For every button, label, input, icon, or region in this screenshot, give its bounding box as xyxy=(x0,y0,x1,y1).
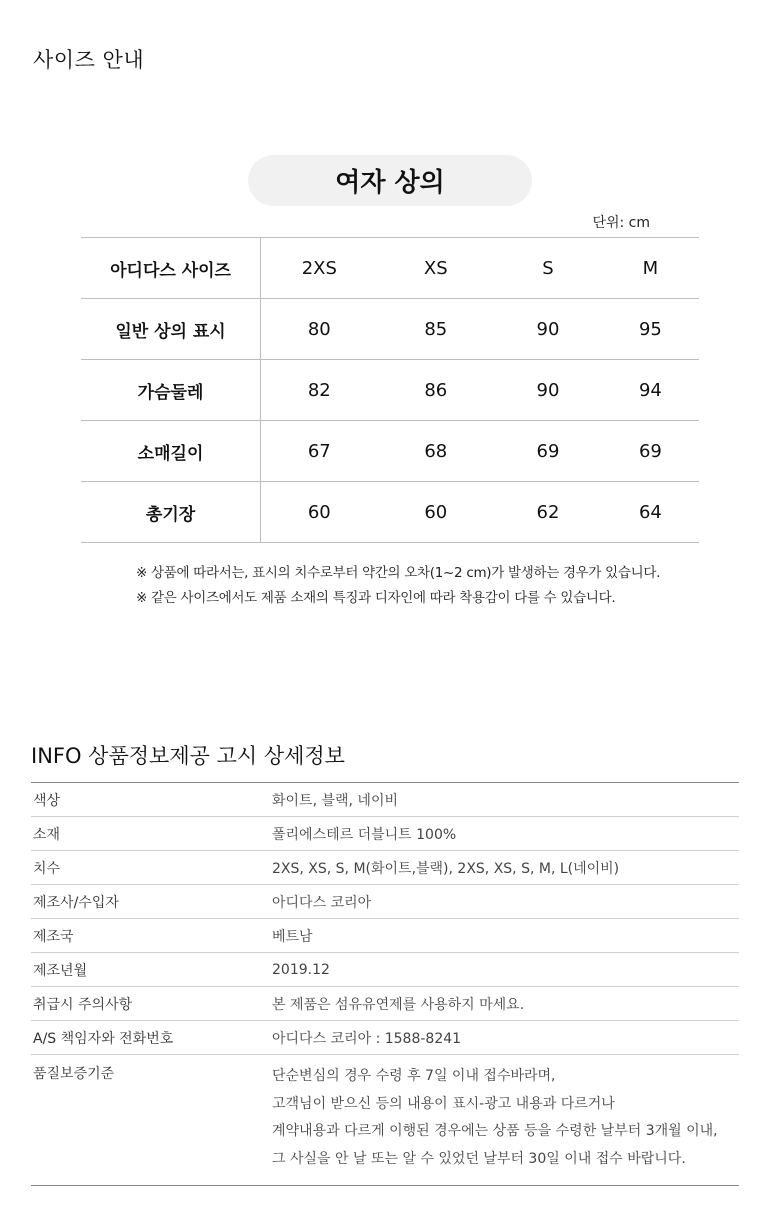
info-key: 제조국 xyxy=(31,919,272,953)
unit-label: 단위: cm xyxy=(592,215,650,231)
info-row xyxy=(31,783,739,817)
size-cell: 68 xyxy=(378,421,494,482)
size-cell: 60 xyxy=(378,482,494,543)
info-key: 취급시 주의사항 xyxy=(31,987,272,1021)
warranty-line: 단순변심의 경우 수령 후 7일 이내 접수바라며, xyxy=(272,1068,556,1084)
size-row-label: 일반 상의 표시 xyxy=(81,299,261,360)
size-notes xyxy=(136,561,660,611)
size-note: ※ 상품에 따라서는, 표시의 치수로부터 약간의 오차(1~2 cm)가 발생하는 경우가 있습니다. xyxy=(136,565,661,581)
size-cell: 69 xyxy=(602,421,699,482)
size-cell: 95 xyxy=(602,299,699,360)
category-pill xyxy=(248,155,532,206)
info-key: 치수 xyxy=(31,851,272,885)
size-cell: 90 xyxy=(494,299,602,360)
info-value: 2019.12 xyxy=(272,953,739,987)
info-table xyxy=(31,782,739,1186)
info-row xyxy=(31,1021,739,1055)
info-row-warranty xyxy=(31,1055,739,1186)
size-cell: 80 xyxy=(261,299,378,360)
info-row xyxy=(31,851,739,885)
size-table xyxy=(81,237,699,543)
size-col-header: S xyxy=(494,238,602,299)
size-cell: 82 xyxy=(261,360,378,421)
size-row-label: 총기장 xyxy=(81,482,261,543)
info-key: 색상 xyxy=(31,783,272,817)
info-value: 화이트, 블랙, 네이비 xyxy=(272,783,739,817)
size-col-header: 2XS xyxy=(261,238,378,299)
info-row xyxy=(31,817,739,851)
warranty-line: 고객님이 받으신 등의 내용이 표시-광고 내용과 다르거나 xyxy=(272,1095,615,1112)
size-col-header: XS xyxy=(378,238,494,299)
info-value-warranty xyxy=(272,1055,739,1186)
size-row xyxy=(81,482,699,543)
size-guide-title: 사이즈 안내 xyxy=(33,48,145,72)
warranty-line: 계약내용과 다르게 이행된 경우에는 상품 등을 수령한 날부터 3개월 이내, xyxy=(272,1123,718,1139)
size-cell: 94 xyxy=(602,360,699,421)
info-row xyxy=(31,987,739,1021)
size-cell: 64 xyxy=(602,482,699,543)
size-cell: 90 xyxy=(494,360,602,421)
category-label: 여자 상의 xyxy=(335,168,445,198)
info-key: A/S 책임자와 전화번호 xyxy=(31,1021,272,1055)
info-value: 아디다스 코리아 xyxy=(272,885,739,919)
size-header-label: 아디다스 사이즈 xyxy=(81,238,261,299)
info-value: 2XS, XS, S, M(화이트,블랙), 2XS, XS, S, M, L(네이비) xyxy=(272,851,739,885)
info-title: INFO 상품정보제공 고시 상세정보 xyxy=(31,744,345,768)
info-value: 폴리에스테르 더블니트 100% xyxy=(272,817,739,851)
size-note: ※ 같은 사이즈에서도 제품 소재의 특징과 디자인에 따라 착용감이 다를 수 있습니다. xyxy=(136,590,616,606)
size-cell: 67 xyxy=(261,421,378,482)
size-cell: 69 xyxy=(494,421,602,482)
size-row-label: 가슴둘레 xyxy=(81,360,261,421)
size-header-row xyxy=(81,238,699,299)
size-row xyxy=(81,421,699,482)
info-value: 베트남 xyxy=(272,919,739,953)
info-row xyxy=(31,953,739,987)
info-key: 품질보증기준 xyxy=(31,1055,272,1186)
info-key: 제조사/수입자 xyxy=(31,885,272,919)
info-value: 아디다스 코리아 : 1588-8241 xyxy=(272,1021,739,1055)
size-col-header: M xyxy=(602,238,699,299)
size-row xyxy=(81,360,699,421)
size-cell: 85 xyxy=(378,299,494,360)
size-row xyxy=(81,299,699,360)
size-row-label: 소매길이 xyxy=(81,421,261,482)
info-value: 본 제품은 섬유유연제를 사용하지 마세요. xyxy=(272,987,739,1021)
info-key: 소재 xyxy=(31,817,272,851)
info-row xyxy=(31,919,739,953)
size-cell: 60 xyxy=(261,482,378,543)
info-row xyxy=(31,885,739,919)
info-key: 제조년월 xyxy=(31,953,272,987)
warranty-line: 그 사실을 안 날 또는 알 수 있었던 날부터 30일 이내 접수 바랍니다. xyxy=(272,1150,686,1167)
size-cell: 86 xyxy=(378,360,494,421)
size-cell: 62 xyxy=(494,482,602,543)
